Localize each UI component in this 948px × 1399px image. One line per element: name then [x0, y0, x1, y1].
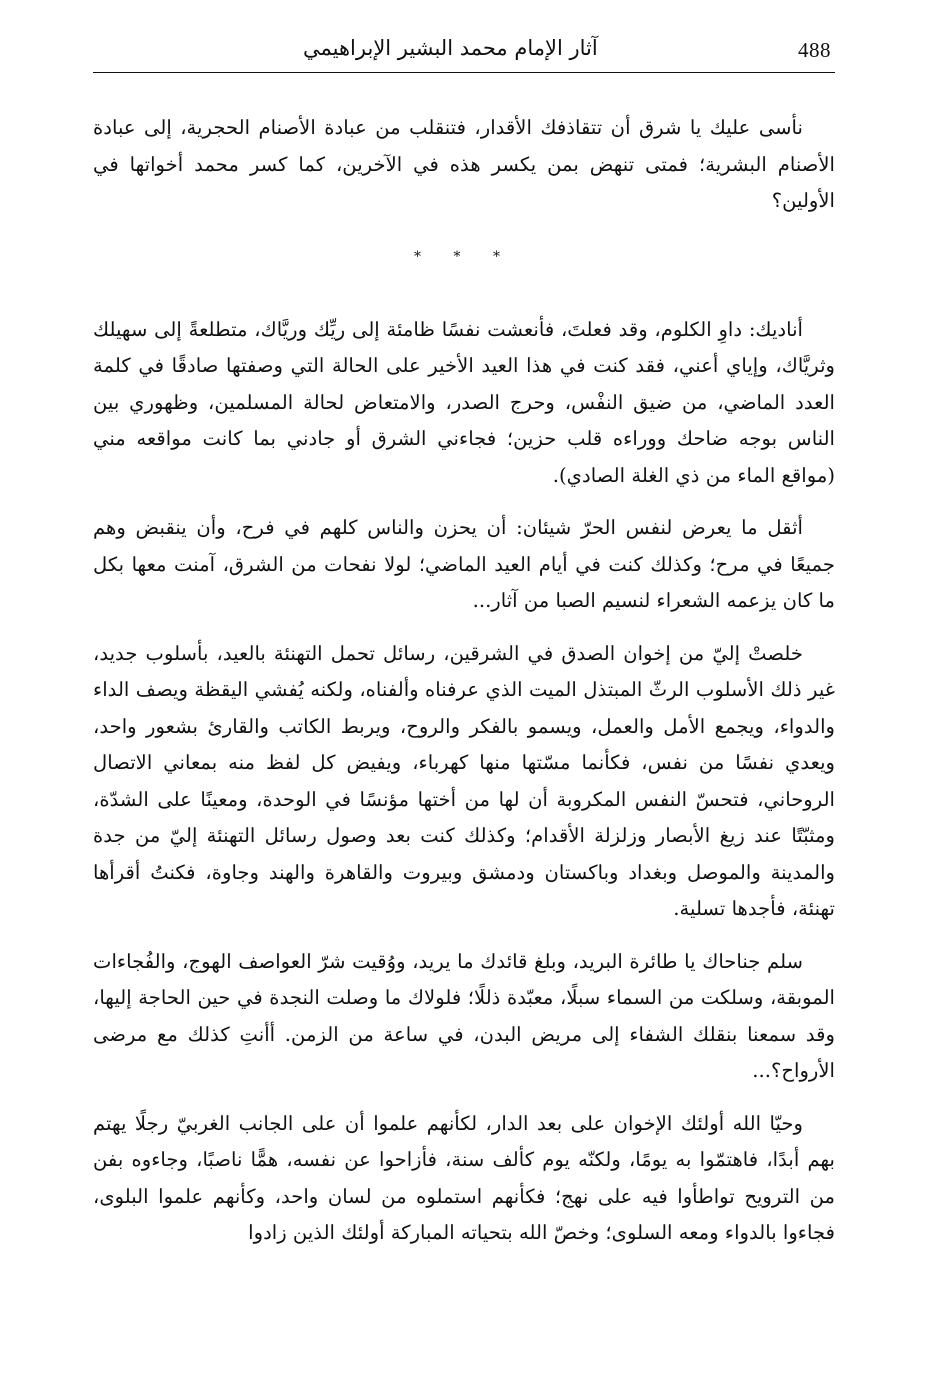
paragraph-gap [93, 1090, 835, 1106]
paragraph-gap [93, 928, 835, 944]
page-body [93, 110, 835, 1252]
paragraph-gap [93, 620, 835, 636]
paragraph: سلم جناحاك يا طائرة البريد، وبلغ قائدك ما يريد، ووُقيت شرّ العواصف الهوج، والفُجاءات الموبقة، وسلكت من السماء سبلًا، معبّدة ذللًا؛ فلولاك ما وصلت النجدة في حين الحاجة إليها، وقد سمعنا بنقلك الشفاء إلى مريض البدن، في ساعة من الزمن. أأنتِ كذلك مع مرضى الأرواح؟... [93, 949, 835, 1082]
paragraph: أناديك: داوِ الكلوم، وقد فعلتَ، فأنعشت نفسًا ظامئة إلى ريِّك وريَّاك، متطلعةً إلى سهيلك وثريَّاك، وإياي أعني، فقد كنت في هذا العيد الأخير على الحالة التي وصفتها صادقًا في كلمة العدد الماضي، من ضيق النفْس، وحرج الصدر، والامتعاض لحالة المسلمين، وظهوري بين الناس بوجه ضاحك ووراءه قلب حزين؛ فجاءني الشرق أو جادني بما كانت مواقعه مني (مواقع الماء من ذي الغلة الصادي). [93, 317, 835, 487]
paragraph-gap [93, 494, 835, 510]
paragraph: خلصتْ إليّ من إخوان الصدق في الشرقين، رسائل تحمل التهنئة بالعيد، بأسلوب جديد، غير ذلك الأسلوب الرثّ المبتذل الميت الذي عرفناه وألفناه، ولكنه يُفشي اليقظة ويصف الداء والدواء، ويجمع الأمل والعمل، ويسمو بالفكر والروح، ويربط الكاتب والقارئ بشعور واحد، ويعدي نفسًا من نفس، فكأنما مسّتها منها كهرباء، ويفيض كل لفظ منه بمعاني الاتصال الروحاني، فتحسّ النفس المكروبة أن لها من أختها مؤنسًا في الوحدة، ومعينًا على الشدّة، ومثبّتًا عند زيغ الأبصار وزلزلة الأقدام؛ وكذلك كنت بعد وصول رسائل التهنئة إليّ من جدة والمدينة والموصل وبغداد وباكستان ودمشق وبيروت والقاهرة والهند وجاوة، فكنتُ أقرأها تهنئة، فأجدها تسلية. [93, 641, 835, 920]
page-number: 488 [798, 38, 831, 62]
page-header [93, 30, 835, 73]
running-title: آثار الإمام محمد البشير الإبراهيمي [303, 36, 598, 60]
paragraph: أثقل ما يعرض لنفس الحرّ شيئان: أن يحزن والناس كلهم في فرح، وأن ينقبض وهم جميعًا في مرح؛ وكذلك كنت في أيام العيد الماضي؛ لولا نفحات من الشرق، آمنت معها بكل ما كان يزعمه الشعراء لنسيم الصبا من آثار... [93, 516, 835, 612]
paragraph: وحيّا الله أولئك الإخوان على بعد الدار، لكأنهم علموا أن على الجانب الغربيّ رجلًا يهتم بهم أبدًا، فاهتمّوا به يومًا، ولكنّه يوم كألف سنة، فأزاحوا عن نفسه، همًّا ناصبًا، وجاءوه بفن من الترويح تواطأوا فيه على نهج؛ فكأنهم استملوه من لسان واحد، وكأنهم علموا البلوى، فجاءوا بالدواء ومعه السلوى؛ وخصّ الله بتحياته المباركة أولئك الذين زادوا [93, 1111, 835, 1244]
paragraph: نأسى عليك يا شرق أن تتقاذفك الأقدار، فتنقلب من عبادة الأصنام الحجرية، إلى عبادة الأصنام البشرية؛ فمتى تنهض بمن يكسر هذه في الآخرين، كما كسر محمد أخواتها في الأولين؟ [93, 116, 835, 212]
section-separator: * * * [414, 248, 514, 265]
